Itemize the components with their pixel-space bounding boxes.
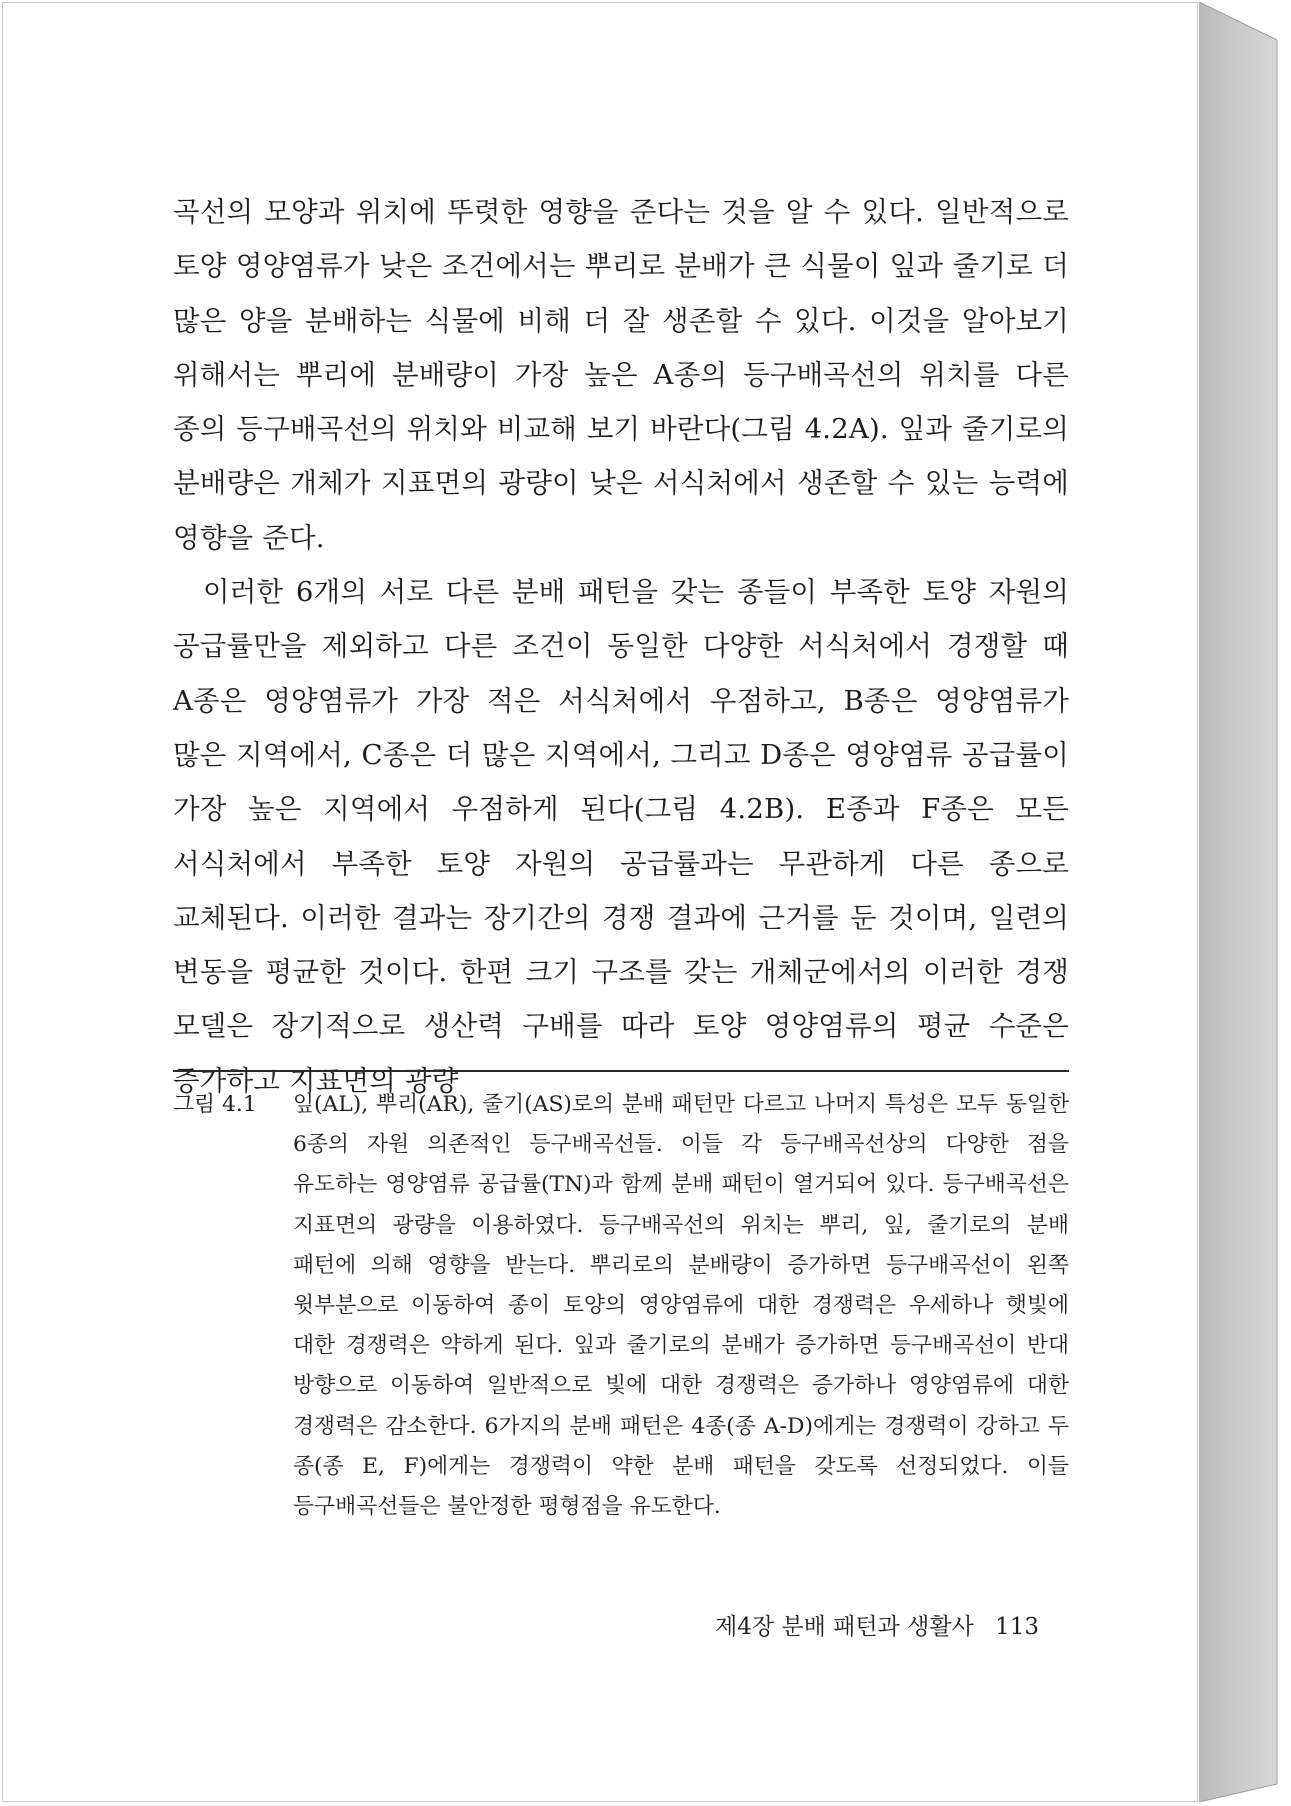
book-page-edge (1199, 2, 1289, 1802)
body-paragraph-2: 이러한 6개의 서로 다른 분배 패턴을 갖는 종들이 부족한 토양 자원의 공급률만을 제외하고 다른 조건이 동일한 다양한 서식처에서 경쟁할 때 A종은 영양염류가 가장 적은 서식처에서 우점하고, B종은 영양염류가 많은 지역에서, C종은 더 많은 지역에서, 그리고 D종은 영양염류 공급률이 가장 높은 지역에서 우점하게 된다(그림 4.2B). E종과 F종은 모든 서식처에서 부족한 토양 자원의 공급률과는 무관하게 다른 종으로 교체된다. 이러한 결과는 장기간의 경쟁 결과에 근거를 둔 것이며, 일련의 변동을 평균한 것이다. 한편 크기 구조를 갖는 개체군에서의 이러한 경쟁 모델은 장기적으로 생산력 구배를 따라 토양 영양염류의 평균 수준은 증가하고 지표면의 광량 (173, 576, 1069, 1097)
body-text-block (173, 185, 1069, 1108)
body-paragraph-1: 곡선의 모양과 위치에 뚜렷한 영향을 준다는 것을 알 수 있다. 일반적으로 토양 영양염류가 낮은 조건에서는 뿌리로 분배가 큰 식물이 잎과 줄기로 더 많은 양을 분배하는 식물에 비해 더 잘 생존할 수 있다. 이것을 알아보기 위해서는 뿌리에 분배량이 가장 높은 A종의 등구배곡선의 위치를 다른 종의 등구배곡선의 위치와 비교해 보기 바란다(그림 4.2A). 잎과 줄기로의 분배량은 개체가 지표면의 광량이 낮은 서식처에서 생존할 수 있는 능력에 영향을 준다. (173, 196, 1069, 554)
figure-caption-label: 그림 4.1 (173, 1092, 257, 1117)
caption-divider (173, 1070, 1069, 1072)
page-number: 113 (995, 1614, 1039, 1640)
figure-caption-text: 잎(AL), 뿌리(AR), 줄기(AS)로의 분배 패턴만 다르고 나머지 특성은 모두 동일한 6종의 자원 의존적인 등구배곡선들. 이들 각 등구배곡선상의 다양한 점을 유도하는 영양염류 공급률(TN)과 함께 분배 패턴이 열거되어 있다. 등구배곡선은 지표면의 광량을 이용하였다. 등구배곡선의 위치는 뿌리, 잎, 줄기로의 분배 패턴에 의해 영향을 받는다. 뿌리로의 분배량이 증가하면 등구배곡선이 왼쪽 윗부분으로 이동하여 종이 토양의 영양염류에 대한 경쟁력은 우세하나 햇빛에 대한 경쟁력은 약하게 된다. 잎과 줄기로의 분배가 증가하면 등구배곡선이 반대 방향으로 이동하여 일반적으로 빛에 대한 경쟁력은 증가하나 영양염류에 대한 경쟁력은 감소한다. 6가지의 분배 패턴은 4종(종 A-D)에게는 경쟁력이 강하고 두 종(종 E, F)에게는 경쟁력이 약한 분배 패턴을 갖도록 선정되었다. 이들 등구배곡선들은 불안정한 평형점을 유도한다. (293, 1092, 1069, 1520)
page-footer (715, 1608, 1039, 1641)
figure-caption (173, 1085, 1069, 1527)
chapter-title: 제4장 분배 패턴과 생활사 (715, 1614, 974, 1640)
